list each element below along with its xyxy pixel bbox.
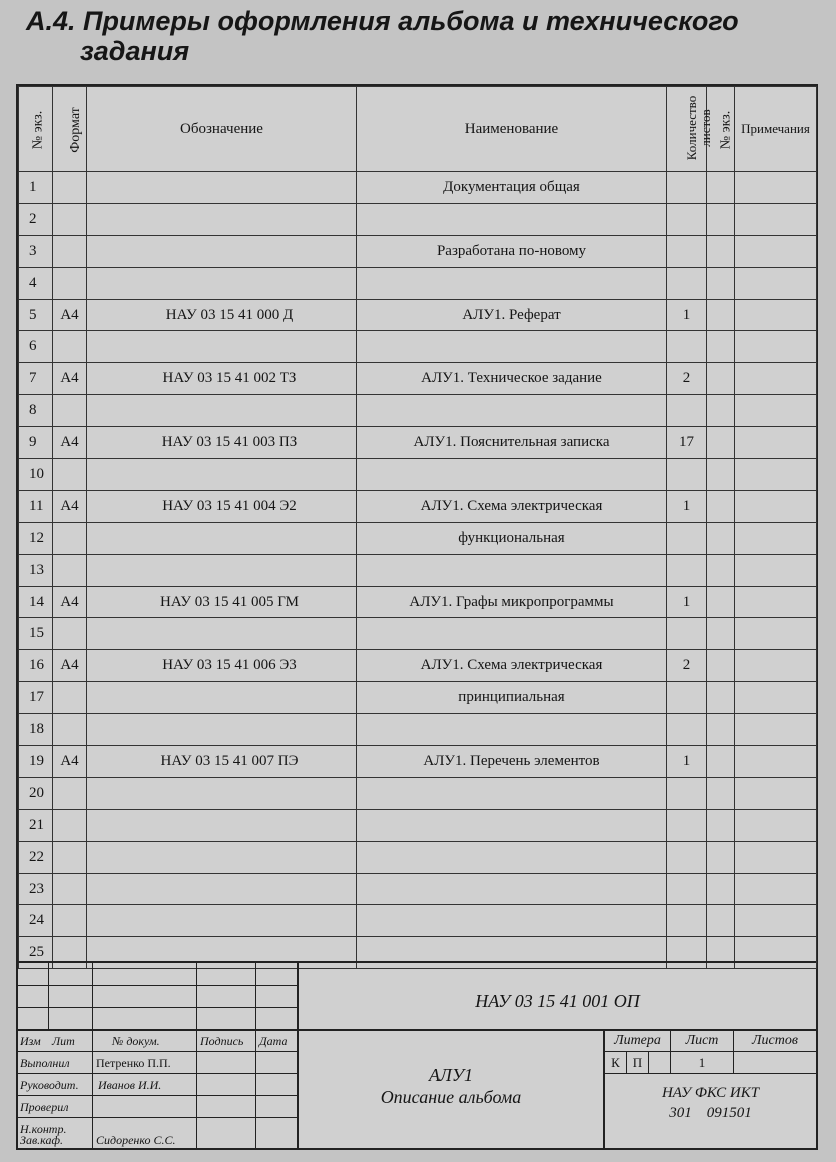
cell-qty [667,777,707,809]
doc-title-1: АЛУ1 [429,1065,473,1085]
cell-des: НАУ 03 15 41 005 ГМ [87,586,357,618]
cell-num: 6 [19,331,53,363]
cell-fmt [53,905,87,937]
cell-cp [707,746,735,778]
specification-table [18,86,817,969]
cell-nt [735,905,817,937]
table-row [19,682,817,714]
cell-nt [735,459,817,491]
cell-nt [735,235,817,267]
cell-cp [707,682,735,714]
cell-nt [735,490,817,522]
document-code: НАУ 03 15 41 001 ОП [475,991,640,1011]
table-row [19,363,817,395]
table-row [19,777,817,809]
cell-des: НАУ 03 15 41 000 Д [87,299,357,331]
cell-des [87,554,357,586]
cell-num: 11 [19,490,53,522]
cell-nt [735,522,817,554]
cell-qty: 1 [667,490,707,522]
table-row [19,172,817,204]
hdr-date: Дата [259,1034,288,1048]
hdr-doc-number: № докум. [112,1034,160,1048]
album-sheet [16,84,818,1150]
cell-fmt [53,873,87,905]
cell-nt [735,203,817,235]
cell-nam [357,203,667,235]
cell-fmt [53,331,87,363]
cell-fmt: А4 [53,650,87,682]
cell-des: НАУ 03 15 41 007 ПЭ [87,746,357,778]
cell-qty [667,172,707,204]
cell-num: 18 [19,714,53,746]
cell-cp [707,873,735,905]
table-row [19,427,817,459]
table-row [19,490,817,522]
cell-qty [667,682,707,714]
cell-des [87,331,357,363]
cell-num: 25 [19,937,53,969]
cell-nam [357,873,667,905]
cell-qty [667,841,707,873]
cell-num: 8 [19,395,53,427]
col-header-copy: № экз. [707,87,735,172]
cell-cp [707,490,735,522]
litera-k: К [611,1055,620,1070]
cell-fmt [53,809,87,841]
table-row [19,650,817,682]
heading-line-2: задания [80,36,190,66]
cell-des: НАУ 03 15 41 002 ТЗ [87,363,357,395]
cell-nt [735,873,817,905]
cell-cp [707,203,735,235]
cell-nt [735,267,817,299]
table-row [19,873,817,905]
cell-fmt [53,459,87,491]
cell-fmt [53,395,87,427]
cell-fmt [53,841,87,873]
cell-num: 20 [19,777,53,809]
cell-nt [735,331,817,363]
cell-nam [357,331,667,363]
cell-num: 21 [19,809,53,841]
cell-nam: АЛУ1. Схема электрическая [357,490,667,522]
cell-nt [735,586,817,618]
cell-num: 5 [19,299,53,331]
cell-des [87,714,357,746]
role-norm-control: Н.контр. [20,1122,67,1136]
table-row [19,522,817,554]
cell-cp [707,586,735,618]
doc-title-2: Описание альбома [380,1087,522,1107]
cell-cp [707,363,735,395]
cell-qty [667,267,707,299]
cell-fmt: А4 [53,586,87,618]
cell-nam: АЛУ1. Схема электрическая [357,650,667,682]
cell-fmt [53,554,87,586]
sheet-value: 1 [698,1055,706,1070]
title-block [18,961,816,1150]
table-row [19,746,817,778]
col-header-designation: Обозначение [87,87,357,172]
cell-nam: Документация общая [357,172,667,204]
cell-nam [357,809,667,841]
heading-line-1: А.4. Примеры оформления альбома и технического [26,6,739,36]
table-row [19,395,817,427]
cell-num: 9 [19,427,53,459]
cell-nt [735,363,817,395]
cell-num: 23 [19,873,53,905]
cell-cp [707,809,735,841]
role-supervisor: Руководит. [20,1078,79,1092]
cell-fmt [53,172,87,204]
cell-des [87,841,357,873]
cell-qty: 1 [667,746,707,778]
cell-cp [707,714,735,746]
cell-nam [357,395,667,427]
cell-nam [357,841,667,873]
cell-cp [707,299,735,331]
cell-cp [707,522,735,554]
table-header-row [19,87,817,172]
cell-cp [707,650,735,682]
cell-qty [667,618,707,650]
cell-nam: принципиальная [357,682,667,714]
cell-qty [667,873,707,905]
name-supervisor: Иванов И.И. [98,1078,162,1092]
role-head-dept: Зав.каф. [20,1133,63,1147]
role-performed: Выполнил [20,1056,70,1070]
cell-qty [667,395,707,427]
cell-qty: 1 [667,299,707,331]
cell-qty [667,905,707,937]
cell-nt [735,650,817,682]
cell-nt [735,395,817,427]
cell-qty: 2 [667,650,707,682]
cell-des [87,235,357,267]
table-row [19,554,817,586]
cell-qty [667,235,707,267]
cell-qty [667,714,707,746]
cell-des [87,267,357,299]
cell-des [87,618,357,650]
cell-des [87,459,357,491]
cell-qty: 1 [667,586,707,618]
cell-num: 24 [19,905,53,937]
cell-cp [707,331,735,363]
cell-fmt [53,522,87,554]
cell-num: 1 [19,172,53,204]
cell-des [87,809,357,841]
cell-fmt [53,682,87,714]
cell-cp [707,427,735,459]
cell-nt [735,618,817,650]
cell-des [87,777,357,809]
cell-qty [667,522,707,554]
hdr-signature: Подпись [200,1034,244,1048]
table-row [19,235,817,267]
cell-num: 15 [19,618,53,650]
cell-nt [735,682,817,714]
cell-qty [667,331,707,363]
cell-des [87,203,357,235]
cell-qty [667,809,707,841]
table-row [19,618,817,650]
cell-nam: Разработана по-новому [357,235,667,267]
name-head-dept: Сидоренко С.С. [96,1133,176,1147]
cell-nam: АЛУ1. Техническое задание [357,363,667,395]
cell-num: 12 [19,522,53,554]
cell-nt [735,841,817,873]
cell-cp [707,618,735,650]
cell-num: 14 [19,586,53,618]
cell-nam: функциональная [357,522,667,554]
col-header-notes: Примечания [735,87,817,172]
cell-nam [357,714,667,746]
cell-nt [735,809,817,841]
cell-fmt [53,267,87,299]
litera-p: П [632,1055,643,1070]
table-row [19,203,817,235]
cell-qty: 17 [667,427,707,459]
cell-nam [357,905,667,937]
cell-nt [735,746,817,778]
col-header-format: Формат [53,87,87,172]
table-row [19,714,817,746]
cell-nam: АЛУ1. Пояснительная записка [357,427,667,459]
cell-num: 7 [19,363,53,395]
table-row [19,809,817,841]
table-row [19,586,817,618]
cell-cp [707,235,735,267]
cell-num: 4 [19,267,53,299]
cell-fmt: А4 [53,427,87,459]
sheet-header: Лист [685,1033,719,1048]
cell-nam [357,777,667,809]
organization-line-1: НАУ ФКС ИКТ [661,1085,760,1101]
cell-nt [735,554,817,586]
hdr-izm: Изм [20,1034,41,1048]
page-heading [26,6,816,66]
cell-fmt: А4 [53,299,87,331]
cell-nam [357,459,667,491]
cell-nam: АЛУ1. Перечень элементов [357,746,667,778]
table-row [19,331,817,363]
cell-qty [667,203,707,235]
cell-fmt [53,235,87,267]
col-header-name: Наименование [357,87,667,172]
cell-des: НАУ 03 15 41 006 Э3 [87,650,357,682]
cell-cp [707,172,735,204]
table-row [19,841,817,873]
table-row [19,905,817,937]
cell-nam: АЛУ1. Графы микропрограммы [357,586,667,618]
cell-cp [707,841,735,873]
col-header-num: № экз. [19,87,53,172]
cell-des [87,905,357,937]
cell-des [87,522,357,554]
cell-num: 16 [19,650,53,682]
cell-fmt [53,777,87,809]
cell-cp [707,459,735,491]
cell-num: 22 [19,841,53,873]
cell-num: 3 [19,235,53,267]
cell-nt [735,427,817,459]
cell-nam [357,267,667,299]
cell-nt [735,714,817,746]
cell-nt [735,777,817,809]
table-row [19,459,817,491]
cell-nam [357,618,667,650]
cell-num: 10 [19,459,53,491]
cell-num: 17 [19,682,53,714]
cell-fmt: А4 [53,490,87,522]
cell-des: НАУ 03 15 41 004 Э2 [87,490,357,522]
cell-nam: АЛУ1. Реферат [357,299,667,331]
cell-qty [667,459,707,491]
cell-des [87,873,357,905]
name-performed: Петренко П.П. [96,1056,171,1070]
cell-qty: 2 [667,363,707,395]
cell-fmt [53,618,87,650]
organization-line-2: 301 091501 [669,1105,752,1121]
table-row [19,299,817,331]
sheets-header: Листов [752,1033,798,1048]
cell-des: НАУ 03 15 41 003 ПЗ [87,427,357,459]
cell-des [87,172,357,204]
cell-cp [707,267,735,299]
cell-cp [707,395,735,427]
cell-nam [357,554,667,586]
cell-cp [707,777,735,809]
cell-des [87,682,357,714]
table-row [19,267,817,299]
cell-num: 19 [19,746,53,778]
hdr-lit: Лит [52,1034,75,1048]
cell-num: 13 [19,554,53,586]
cell-qty [667,554,707,586]
cell-nt [735,299,817,331]
col-header-qty: Количество листов [667,87,707,172]
cell-cp [707,554,735,586]
cell-des [87,395,357,427]
cell-fmt: А4 [53,746,87,778]
cell-fmt [53,203,87,235]
cell-cp [707,905,735,937]
cell-fmt: А4 [53,363,87,395]
cell-num: 2 [19,203,53,235]
litera-header: Литера [614,1033,661,1048]
cell-fmt [53,714,87,746]
role-checked: Проверил [20,1100,69,1114]
cell-nt [735,172,817,204]
